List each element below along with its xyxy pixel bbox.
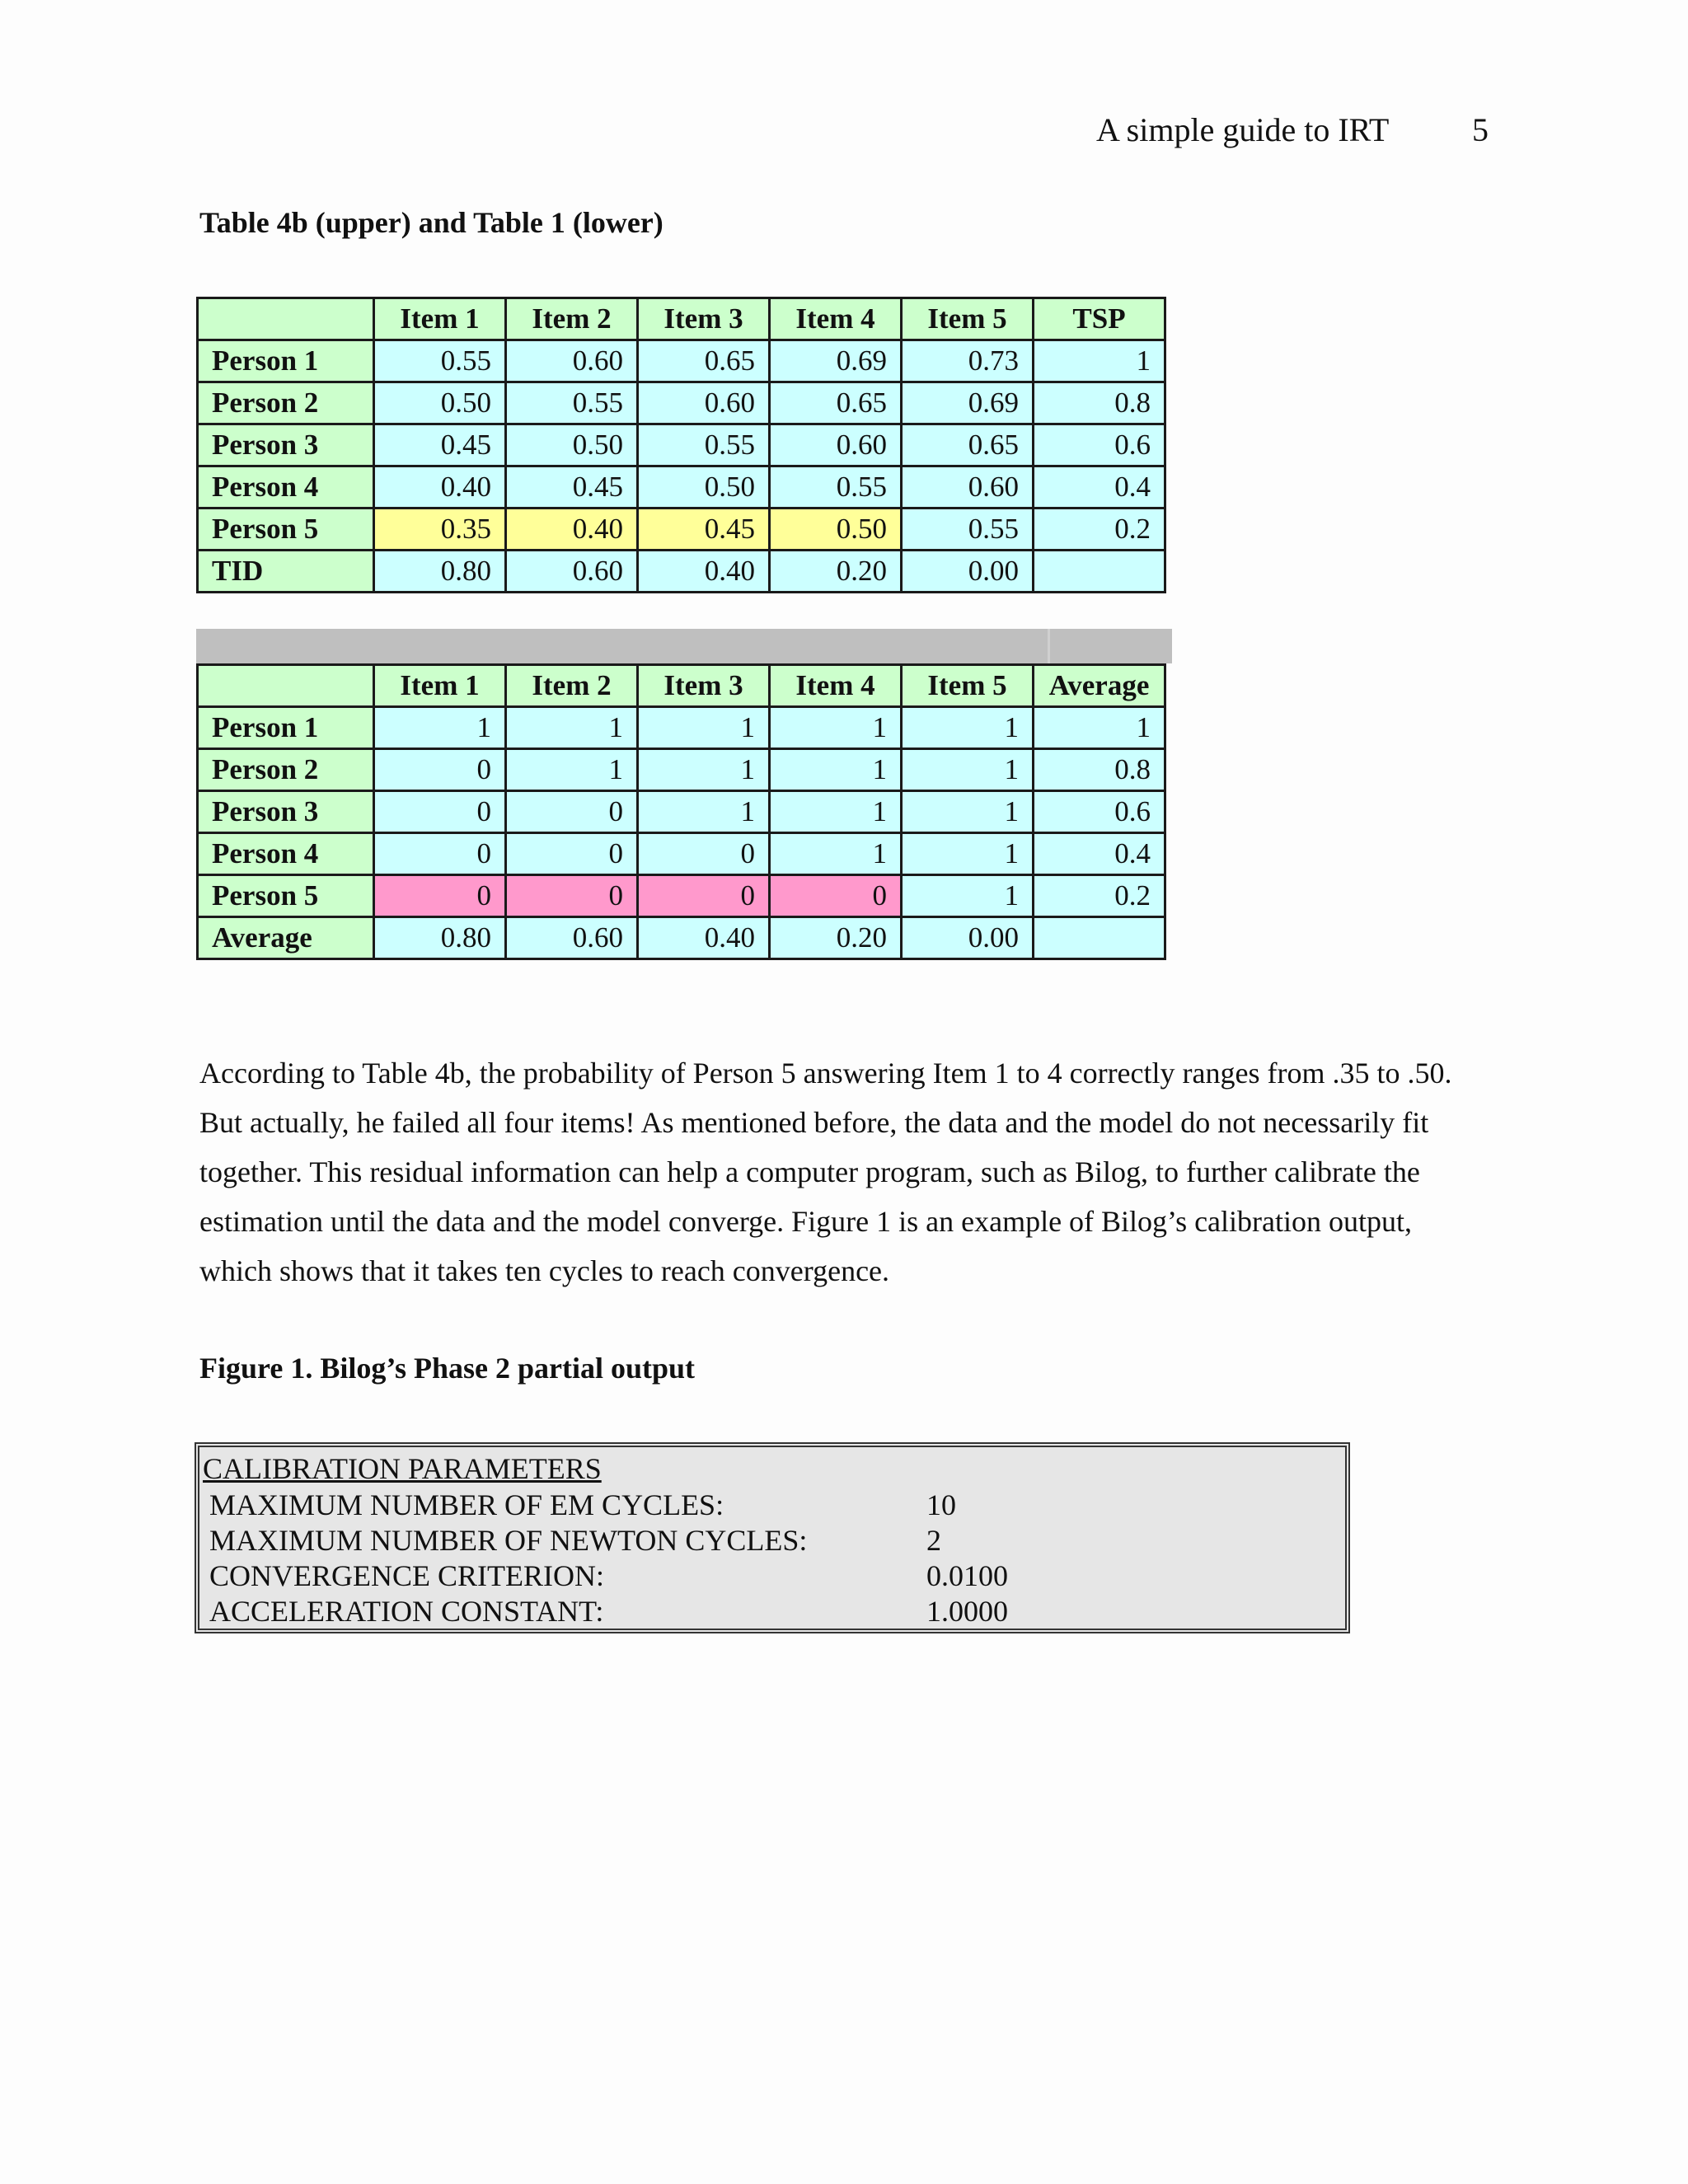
table-header-row <box>198 665 1165 707</box>
table-row <box>198 509 1165 551</box>
body-paragraph <box>199 1048 1502 1296</box>
column-header: Item 1 <box>374 298 506 340</box>
table-row <box>198 424 1165 466</box>
row-header: Person 4 <box>198 833 374 875</box>
table-cell: 0.40 <box>374 466 506 509</box>
table-cell: 1 <box>902 875 1034 917</box>
table-cell: 0.45 <box>374 424 506 466</box>
column-header: Item 2 <box>506 665 638 707</box>
table-cell: 0 <box>374 749 506 791</box>
table-row <box>198 707 1165 749</box>
table-cell: 0.69 <box>770 340 902 382</box>
table-row <box>198 833 1165 875</box>
table-cell: 0.55 <box>770 466 902 509</box>
table-row <box>198 749 1165 791</box>
row-header: Person 3 <box>198 791 374 833</box>
table-cell: 0.69 <box>902 382 1034 424</box>
table-cell: 1 <box>638 791 770 833</box>
highlighted-cell: 0 <box>506 875 638 917</box>
table-cell: 1 <box>638 749 770 791</box>
table-cell: 0.20 <box>770 551 902 593</box>
table-cell: 0.2 <box>1034 875 1165 917</box>
table-cell: 1 <box>902 707 1034 749</box>
paragraph-line: But actually, he failed all four items! As mentioned before, the data and the model do not necessarily fit <box>199 1106 1429 1139</box>
table-row <box>198 382 1165 424</box>
table-cell: 0.4 <box>1034 466 1165 509</box>
row-header: Average <box>198 917 374 959</box>
table-cell: 0.60 <box>506 340 638 382</box>
table-cell: 0.65 <box>902 424 1034 466</box>
row-header: TID <box>198 551 374 593</box>
highlighted-cell: 0.40 <box>506 509 638 551</box>
table-cell: 0.65 <box>638 340 770 382</box>
row-header: Person 1 <box>198 340 374 382</box>
param-label: ACCELERATION CONSTANT: <box>209 1595 604 1628</box>
table-cell: 0.60 <box>902 466 1034 509</box>
table-cell <box>1034 551 1165 593</box>
table-cell: 0.73 <box>902 340 1034 382</box>
table-cell: 0.40 <box>638 551 770 593</box>
param-value: 0.0100 <box>926 1559 1008 1592</box>
calibration-output-box <box>195 1442 1350 1633</box>
table-cell: 0.55 <box>902 509 1034 551</box>
table-cell: 1 <box>770 707 902 749</box>
row-header: Person 3 <box>198 424 374 466</box>
table-cell: 0 <box>374 833 506 875</box>
table-cell: 0.50 <box>374 382 506 424</box>
param-label: MAXIMUM NUMBER OF NEWTON CYCLES: <box>209 1524 808 1557</box>
table-cell: 1 <box>770 749 902 791</box>
highlighted-cell: 0.45 <box>638 509 770 551</box>
table-corner-cell <box>198 298 374 340</box>
table-cell: 1 <box>506 749 638 791</box>
table-cell: 0.80 <box>374 551 506 593</box>
column-header: Item 5 <box>902 665 1034 707</box>
table-cell <box>1034 917 1165 959</box>
calibration-param-row <box>209 1596 1008 1626</box>
table-cell: 0 <box>506 791 638 833</box>
row-header: Person 2 <box>198 749 374 791</box>
table-cell: 0.50 <box>638 466 770 509</box>
row-header: Person 4 <box>198 466 374 509</box>
table-cell: 1 <box>770 791 902 833</box>
calibration-heading: CALIBRATION PARAMETERS <box>203 1452 602 1485</box>
table-cell: 1 <box>374 707 506 749</box>
table-row <box>198 917 1165 959</box>
column-header: Item 3 <box>638 665 770 707</box>
running-title: A simple guide to IRT <box>1096 111 1390 148</box>
highlighted-cell: 0 <box>374 875 506 917</box>
table-cell: 1 <box>506 707 638 749</box>
param-label: CONVERGENCE CRITERION: <box>209 1559 604 1592</box>
table-cell: 0.4 <box>1034 833 1165 875</box>
table-cell: 0.60 <box>506 917 638 959</box>
table-cell: 0.00 <box>902 917 1034 959</box>
table-4b-upper <box>196 297 1166 593</box>
column-header: Item 2 <box>506 298 638 340</box>
table-row <box>198 466 1165 509</box>
table-caption: Table 4b (upper) and Table 1 (lower) <box>199 206 663 239</box>
calibration-param-row <box>209 1490 956 1520</box>
table-row <box>198 875 1165 917</box>
table-row <box>198 340 1165 382</box>
table-cell: 0 <box>506 833 638 875</box>
table-header-row <box>198 298 1165 340</box>
table-cell: 0.00 <box>902 551 1034 593</box>
table-cell: 0.55 <box>638 424 770 466</box>
table-1-lower <box>196 663 1166 960</box>
table-cell: 0.55 <box>506 382 638 424</box>
table-cell: 1 <box>638 707 770 749</box>
table-row <box>198 791 1165 833</box>
column-header: Item 3 <box>638 298 770 340</box>
figure-caption: Figure 1. Bilog’s Phase 2 partial output <box>199 1352 696 1385</box>
calibration-param-row <box>209 1526 941 1555</box>
table-cell: 0.80 <box>374 917 506 959</box>
highlighted-cell: 0.35 <box>374 509 506 551</box>
param-value: 10 <box>926 1488 956 1521</box>
table-cell: 0.20 <box>770 917 902 959</box>
table-cell: 1 <box>902 791 1034 833</box>
param-value: 1.0000 <box>926 1595 1008 1628</box>
table-corner-cell <box>198 665 374 707</box>
param-value: 2 <box>926 1524 941 1557</box>
table-cell: 1 <box>770 833 902 875</box>
table-cell: 0.60 <box>506 551 638 593</box>
table-cell: 0.55 <box>374 340 506 382</box>
table-separator <box>196 629 1172 663</box>
paragraph-line: which shows that it takes ten cycles to reach convergence. <box>199 1254 890 1287</box>
paragraph-line: According to Table 4b, the probability of Person 5 answering Item 1 to 4 correctly ranges from .35 to .50. <box>199 1057 1452 1090</box>
table-cell: 1 <box>1034 707 1165 749</box>
param-label: MAXIMUM NUMBER OF EM CYCLES: <box>209 1488 724 1521</box>
page-number: 5 <box>1472 111 1489 148</box>
row-header: Person 5 <box>198 875 374 917</box>
column-header: Item 4 <box>770 665 902 707</box>
calibration-param-row <box>209 1561 1008 1591</box>
table-cell: 1 <box>1034 340 1165 382</box>
column-header: TSP <box>1034 298 1165 340</box>
table-cell: 0.65 <box>770 382 902 424</box>
highlighted-cell: 0.50 <box>770 509 902 551</box>
column-header: Item 4 <box>770 298 902 340</box>
highlighted-cell: 0 <box>770 875 902 917</box>
table-cell: 0.6 <box>1034 424 1165 466</box>
column-header: Item 5 <box>902 298 1034 340</box>
row-header: Person 2 <box>198 382 374 424</box>
paragraph-line: together. This residual information can help a computer program, such as Bilog, to further calibrate the <box>199 1155 1420 1188</box>
table-cell: 1 <box>902 833 1034 875</box>
row-header: Person 5 <box>198 509 374 551</box>
table-cell: 0.8 <box>1034 749 1165 791</box>
table-cell: 0 <box>638 833 770 875</box>
column-header: Average <box>1034 665 1165 707</box>
row-header: Person 1 <box>198 707 374 749</box>
table-cell: 0.60 <box>638 382 770 424</box>
table-cell: 0.50 <box>506 424 638 466</box>
table-row <box>198 551 1165 593</box>
table-cell: 0.60 <box>770 424 902 466</box>
highlighted-cell: 0 <box>638 875 770 917</box>
table-cell: 0.45 <box>506 466 638 509</box>
table-cell: 0.8 <box>1034 382 1165 424</box>
table-cell: 0.2 <box>1034 509 1165 551</box>
table-cell: 0.6 <box>1034 791 1165 833</box>
table-cell: 1 <box>902 749 1034 791</box>
separator-notch <box>1048 629 1050 663</box>
table-cell: 0 <box>374 791 506 833</box>
column-header: Item 1 <box>374 665 506 707</box>
paragraph-line: estimation until the data and the model converge. Figure 1 is an example of Bilog’s calibration output, <box>199 1205 1413 1238</box>
table-cell: 0.40 <box>638 917 770 959</box>
